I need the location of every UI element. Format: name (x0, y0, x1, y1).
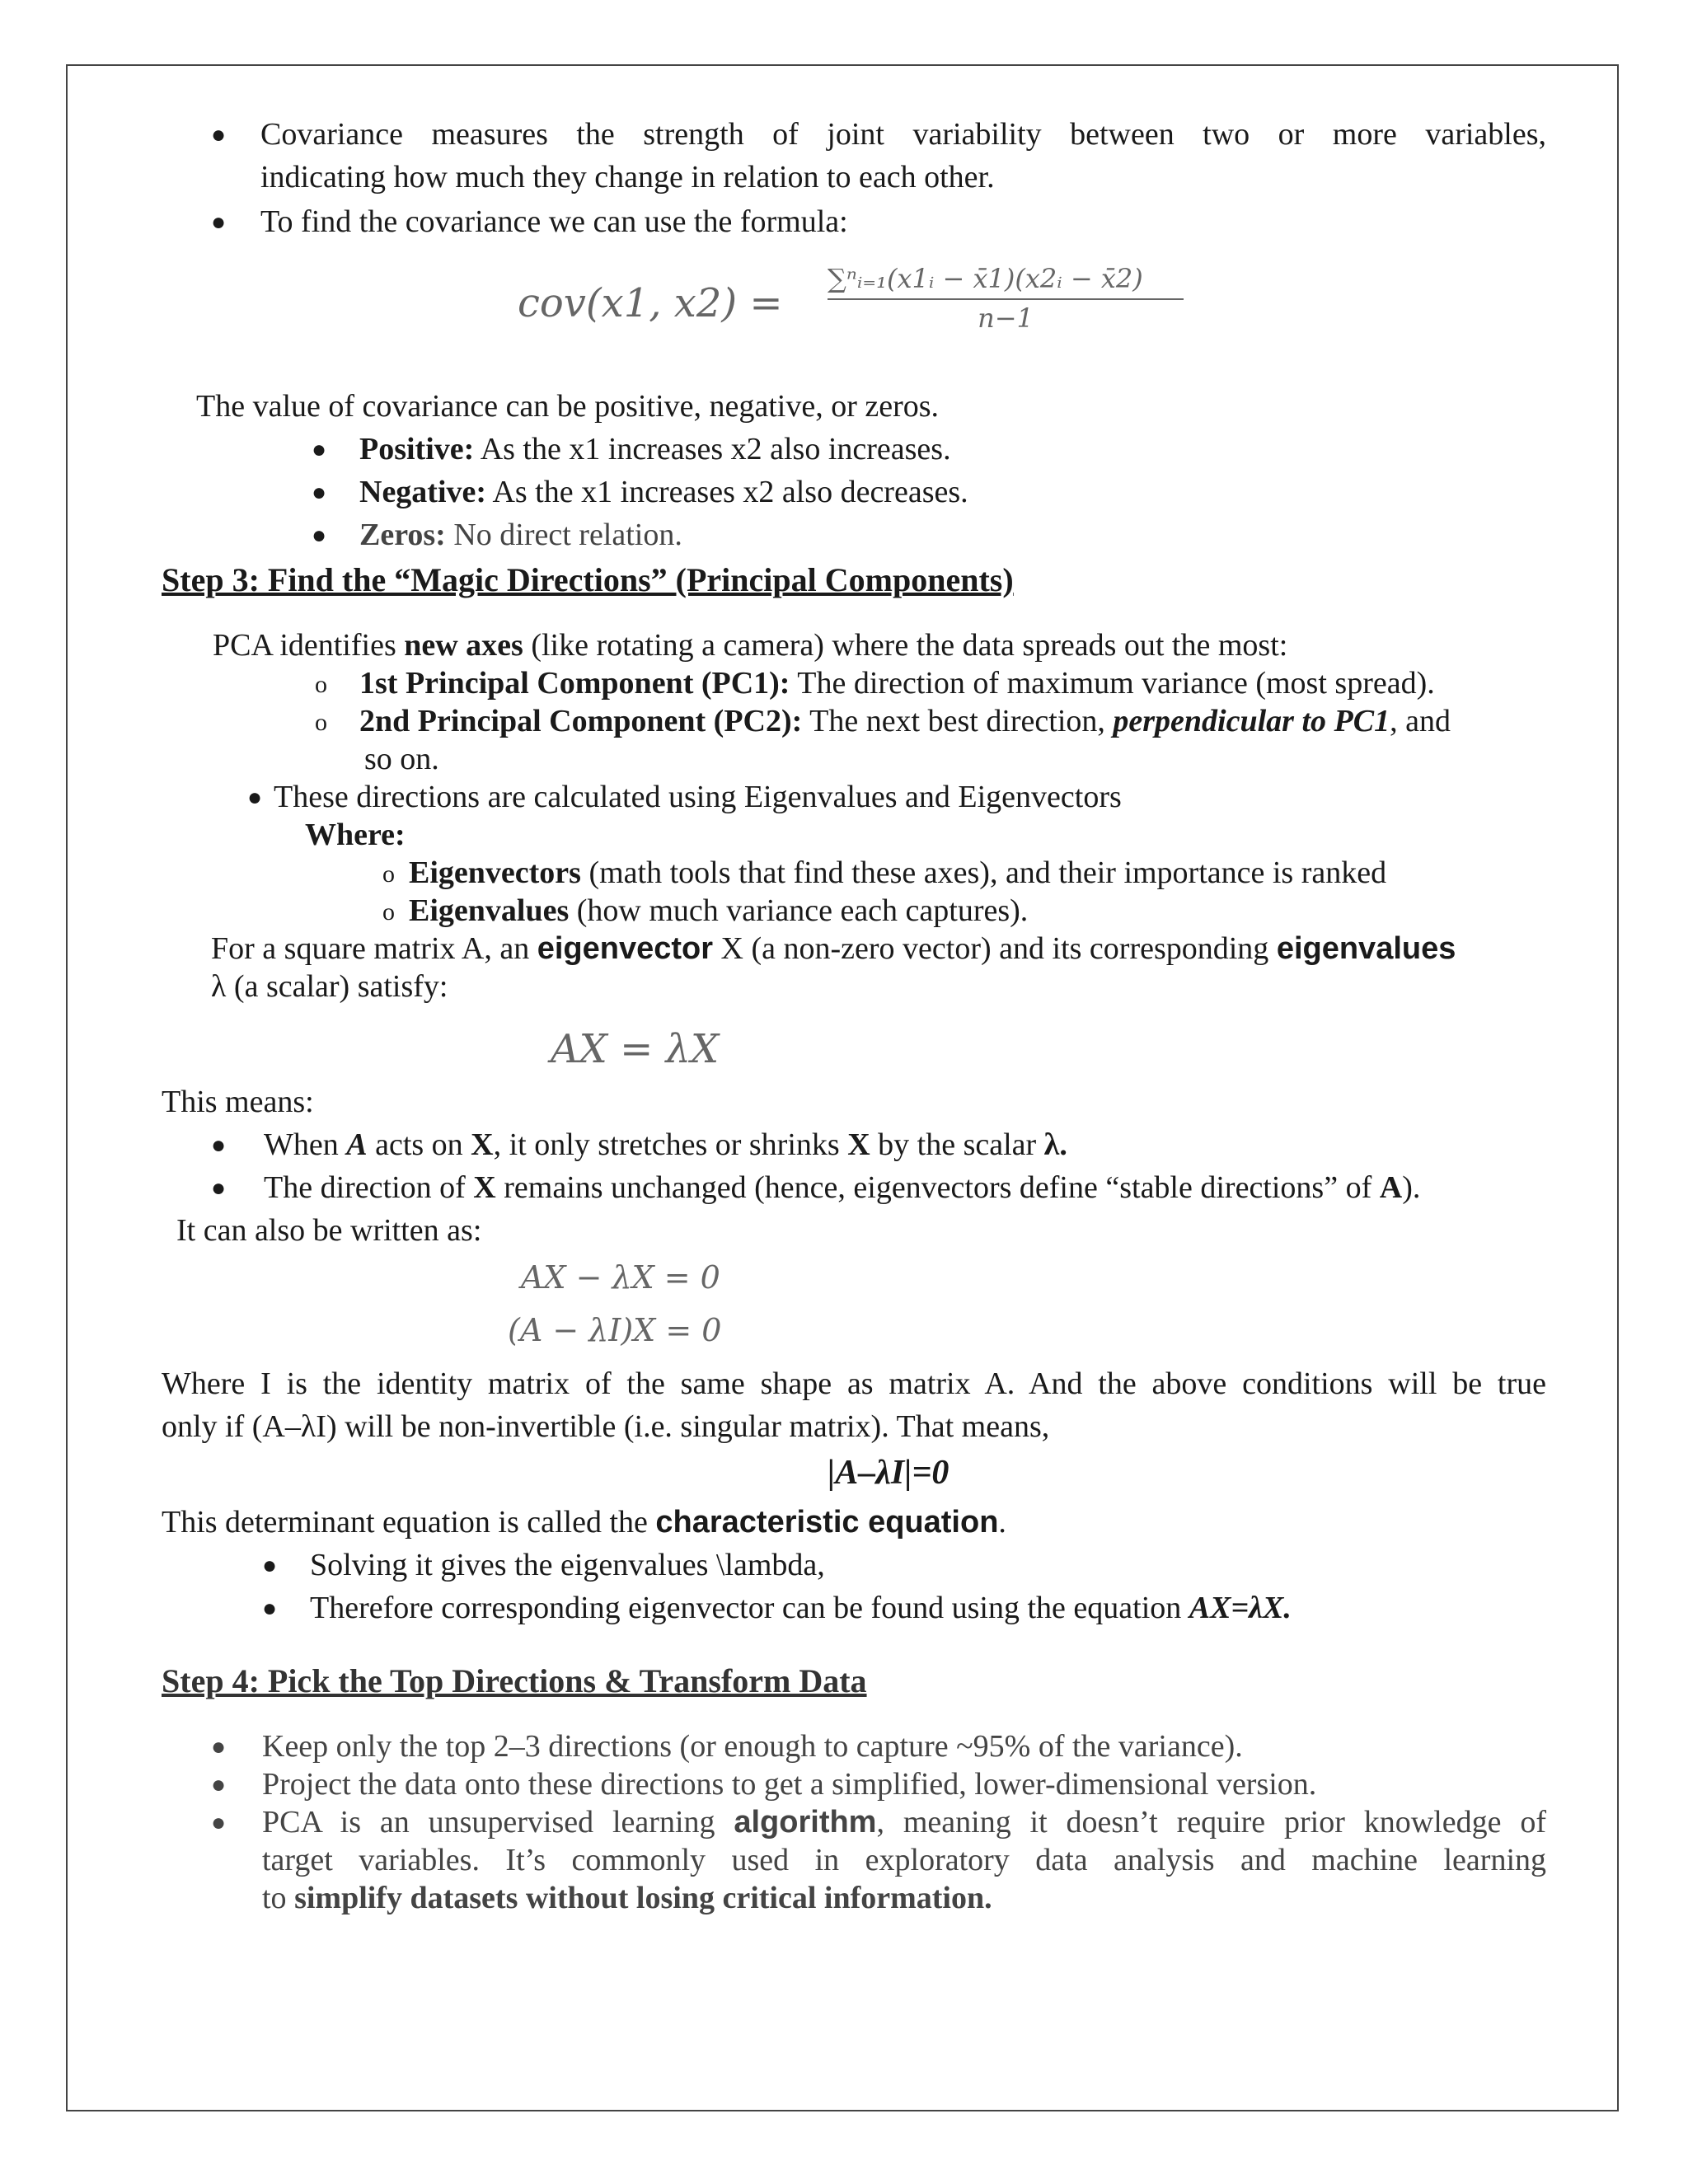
covariance-definition: Covariance measures the strength of joint variability between two or more variables, (260, 117, 1546, 152)
bullet-icon: ● (211, 1132, 227, 1159)
positive-item: Positive: As the x1 increases x2 also increases. (359, 432, 951, 466)
bullet-icon: ● (211, 1733, 227, 1760)
also-written-label: It can also be written as: (176, 1213, 482, 1248)
where-label: Where: (305, 818, 406, 852)
bullet-icon: ● (262, 1552, 278, 1579)
bullet-icon: ● (211, 1809, 227, 1836)
equation-3: (A − λI)X = 0 (508, 1312, 722, 1348)
identity-matrix-text-cont: only if (A–λI) will be non-invertible (i.e. singular matrix). That means, (162, 1409, 1050, 1444)
pca-intro: PCA identifies new axes (like rotating a camera) where the data spreads out the most: (213, 628, 1288, 663)
meaning-item-1: When A acts on X, it only stretches or shrinks X by the scalar λ. (264, 1127, 1067, 1162)
eigenvalues-item: Eigenvalues (how much variance each captures). (409, 893, 1029, 928)
formula-numerator: ∑ⁿᵢ₌₁(x1ᵢ − x̄1)(x2ᵢ − x̄2) (828, 263, 1143, 294)
square-matrix-text-cont: λ (a scalar) satisfy: (211, 969, 448, 1004)
eigenvectors-item: Eigenvectors (math tools that find these axes), and their importance is ranked (409, 855, 1387, 890)
unsupervised-item-end: to simplify datasets without losing critical information. (262, 1881, 992, 1915)
eigen-equation: AX = λX (551, 1026, 720, 1072)
bullet-icon: ● (211, 209, 227, 236)
bullet-icon: ● (312, 436, 327, 463)
bullet-icon: ● (211, 1771, 227, 1798)
formula-lhs: cov(x1, x2) = (518, 280, 783, 326)
negative-item: Negative: As the x1 increases x2 also decreases. (359, 475, 968, 509)
pc1-item: 1st Principal Component (PC1): The direction of maximum variance (most spread). (359, 666, 1435, 701)
covariance-definition-cont: indicating how much they change in relation to each other. (260, 160, 995, 194)
circle-bullet-icon: o (315, 709, 327, 736)
keep-top-item: Keep only the top 2–3 directions (or enough to capture ~95% of the variance). (262, 1729, 1243, 1764)
square-matrix-text: For a square matrix A, an eigenvector X (a non-zero vector) and its corresponding eigenvalues (211, 931, 1456, 966)
step3-heading: Step 3: Find the “Magic Directions” (Principal Components) (162, 561, 1014, 598)
solving-item: Solving it gives the eigenvalues \lambda, (310, 1548, 825, 1582)
pc2-item: 2nd Principal Component (PC2): The next best direction, perpendicular to PC1, and (359, 704, 1451, 738)
project-data-item: Project the data onto these directions to get a simplified, lower-dimensional version. (262, 1767, 1317, 1802)
pc2-item-cont: so on. (364, 742, 439, 776)
eigen-calc-item: These directions are calculated using Eigenvalues and Eigenvectors (274, 780, 1122, 814)
bullet-icon: ● (247, 784, 263, 811)
unsupervised-item-cont: target variables. It’s commonly used in exploratory data analysis and machine learning (262, 1843, 1546, 1877)
bullet-icon: ● (312, 479, 327, 506)
step4-heading: Step 4: Pick the Top Directions & Transform Data (162, 1662, 867, 1699)
formula-denominator: n−1 (978, 302, 1034, 334)
bullet-icon: ● (211, 121, 227, 148)
covariance-formula-intro: To find the covariance we can use the formula: (260, 204, 848, 239)
characteristic-equation-text: This determinant equation is called the characteristic equation. (162, 1505, 1006, 1540)
fraction-bar (828, 298, 1184, 300)
circle-bullet-icon: o (315, 671, 327, 698)
unsupervised-item: PCA is an unsupervised learning algorithm, meaning it doesn’t require prior knowledge of (262, 1805, 1546, 1840)
identity-matrix-text: Where I is the identity matrix of the same shape as matrix A. And the above conditions will be true (162, 1366, 1546, 1401)
determinant-equation: |A–λI|=0 (828, 1454, 950, 1492)
meaning-item-2: The direction of X remains unchanged (hence, eigenvectors define “stable directions” of A). (264, 1170, 1421, 1205)
therefore-item: Therefore corresponding eigenvector can be found using the equation AX=λX. (310, 1591, 1292, 1625)
bullet-icon: ● (312, 522, 327, 549)
covariance-value-intro: The value of covariance can be positive, negative, or zeros. (196, 389, 940, 424)
bullet-icon: ● (262, 1595, 278, 1622)
bullet-icon: ● (211, 1174, 227, 1202)
circle-bullet-icon: o (382, 898, 395, 926)
circle-bullet-icon: o (382, 860, 395, 888)
zeros-item: Zeros: No direct relation. (359, 518, 682, 552)
equation-2: AX − λX = 0 (521, 1259, 720, 1296)
this-means-label: This means: (162, 1085, 314, 1119)
